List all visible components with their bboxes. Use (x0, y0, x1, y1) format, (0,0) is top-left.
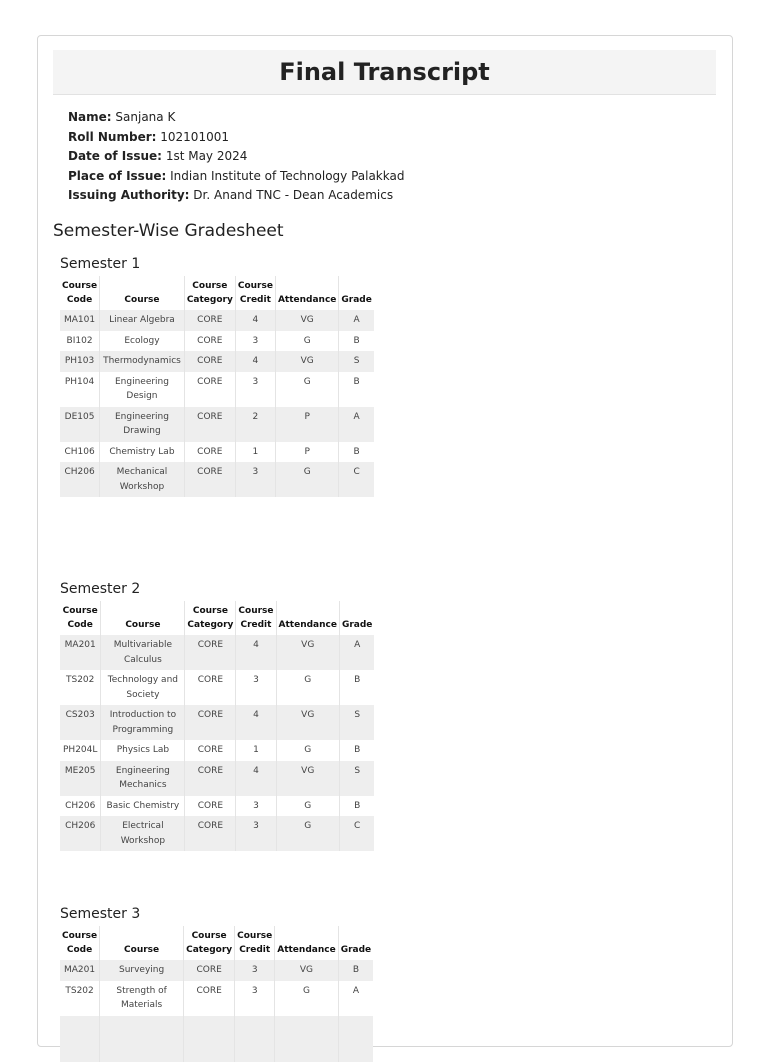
cell-course-credit: 3 (236, 670, 276, 705)
semester-title: Semester 1 (60, 256, 141, 272)
cell-course-code: TS202 (60, 981, 100, 1016)
semester-2-section (60, 579, 374, 851)
cell-course-code: CH206 (60, 462, 100, 497)
column-header-grade: Grade (339, 276, 374, 310)
cell-course: Mechanical Workshop (100, 462, 185, 497)
cell-course-category: CORE (184, 310, 235, 331)
table-row (60, 761, 374, 796)
cell-course-code: MA101 (60, 310, 100, 331)
cell-attendance: G (276, 670, 339, 705)
cell-grade: A (352, 985, 359, 996)
name-row (68, 108, 404, 128)
cell-course: Engineering Mechanics (101, 761, 185, 796)
cell-course (100, 1016, 184, 1062)
cell-course-category: CORE (185, 635, 236, 670)
cell-course-code: CH206 (60, 816, 101, 851)
column-header-course-category: Course Category (184, 926, 235, 960)
cell-course-credit: 4 (236, 635, 276, 670)
cell-grade: C (339, 462, 374, 497)
cell-attendance: P (275, 407, 338, 442)
cell-grade (338, 1016, 373, 1062)
issuing-authority-row (68, 186, 404, 206)
cell-course-category: CORE (185, 761, 236, 796)
cell-grade: B (338, 960, 373, 981)
cell-course: Engineering Design (100, 372, 185, 407)
cell-course-category: CORE (184, 351, 235, 372)
table-row (60, 796, 374, 817)
gradesheet-table (60, 276, 374, 497)
cell-course-category (184, 1016, 235, 1062)
column-header-course: Course (100, 276, 185, 310)
semester-1-section (60, 254, 374, 497)
table-row (60, 670, 374, 705)
cell-grade: S (339, 705, 374, 740)
cell-grade: B (354, 745, 361, 755)
cell-course-code: DE105 (60, 407, 100, 442)
cell-grade: B (353, 376, 360, 387)
cell-attendance: VG (276, 705, 339, 740)
column-header-course: Course (100, 926, 184, 960)
cell-grade: S (339, 761, 374, 796)
table-header-row (60, 276, 374, 310)
table-row (60, 635, 374, 670)
table-row (60, 740, 374, 761)
column-header-course-category: Course Category (184, 276, 235, 310)
cell-course-category: CORE (185, 816, 236, 851)
column-header-grade: Grade (338, 926, 373, 960)
cell-course: Surveying (100, 960, 184, 981)
cell-grade: B (354, 800, 361, 811)
column-header-attendance: Attendance (276, 601, 339, 635)
column-header-course-credit: Course Credit (235, 926, 275, 960)
cell-grade: B (354, 675, 361, 685)
cell-grade: C (339, 816, 374, 851)
cell-course-code: ME205 (60, 761, 101, 796)
column-header-course-code: Course Code (60, 601, 101, 635)
column-header-course: Course (101, 601, 185, 635)
semester-title: Semester 2 (60, 581, 141, 597)
table-row (60, 372, 374, 407)
cell-course-category: CORE (184, 372, 235, 407)
cell-course-code: MA201 (60, 635, 101, 670)
column-header-attendance: Attendance (275, 276, 338, 310)
cell-attendance: VG (275, 351, 338, 372)
table-row (60, 960, 373, 981)
cell-grade: A (339, 407, 374, 442)
cell-course-credit: 3 (235, 960, 275, 981)
roll-number-label: Roll Number: (68, 129, 157, 144)
cell-course-category: CORE (184, 960, 235, 981)
table-header-row (60, 926, 373, 960)
cell-grade: B (353, 446, 360, 457)
cell-attendance: G (276, 796, 339, 817)
place-of-issue-label: Place of Issue: (68, 168, 167, 183)
cell-course: Technology and Society (101, 670, 185, 705)
cell-course: Basic Chemistry (101, 796, 185, 817)
cell-course-credit: 4 (236, 705, 276, 740)
cell-course: Ecology (100, 331, 185, 352)
page-title: Final Transcript (279, 58, 490, 86)
cell-course-category: CORE (184, 442, 235, 463)
cell-course: Engineering Drawing (100, 407, 185, 442)
cell-course-category: CORE (185, 705, 236, 740)
cell-course: Electrical Workshop (101, 816, 185, 851)
cell-course-credit: 4 (235, 310, 275, 331)
cell-course-code: PH204L (60, 740, 101, 761)
place-of-issue-value: Indian Institute of Technology Palakkad (170, 168, 405, 183)
cell-course-credit: 2 (235, 407, 275, 442)
cell-course: Physics Lab (101, 740, 185, 761)
cell-course-category: CORE (185, 670, 236, 705)
cell-attendance (275, 1016, 338, 1062)
cell-course-code: MA201 (60, 960, 100, 981)
cell-attendance: G (275, 462, 338, 497)
date-of-issue-label: Date of Issue: (68, 149, 162, 163)
cell-attendance: G (275, 981, 338, 1016)
table-row (60, 1016, 373, 1062)
semester-3-section (60, 904, 373, 1062)
cell-grade: S (339, 351, 374, 372)
column-header-course-code: Course Code (60, 926, 100, 960)
name-label: Name: (68, 110, 112, 124)
table-row (60, 442, 374, 463)
cell-course-category: CORE (185, 740, 236, 761)
cell-course-code: PH103 (60, 351, 100, 372)
student-info (68, 108, 404, 206)
cell-course-credit: 3 (235, 462, 275, 497)
table-row (60, 816, 374, 851)
cell-course-credit: 3 (235, 331, 275, 352)
cell-attendance: VG (276, 761, 339, 796)
cell-course: Strength of Materials (100, 981, 184, 1016)
cell-attendance: G (276, 740, 339, 761)
table-row (60, 351, 374, 372)
cell-course-credit: 3 (235, 981, 275, 1016)
cell-course-credit: 1 (236, 740, 276, 761)
cell-course-category: CORE (184, 407, 235, 442)
transcript-card (37, 35, 733, 1047)
cell-course-credit: 3 (236, 796, 276, 817)
cell-course-code (60, 1016, 100, 1062)
cell-course-credit: 4 (235, 351, 275, 372)
column-header-course-code: Course Code (60, 276, 100, 310)
gradesheet-table (60, 926, 373, 1062)
cell-course: Introduction to Programming (101, 705, 185, 740)
cell-grade: B (353, 335, 360, 346)
cell-attendance: G (276, 816, 339, 851)
table-row (60, 331, 374, 352)
issuing-authority-value: Dr. Anand TNC - Dean Academics (193, 188, 394, 202)
title-bar (53, 50, 716, 95)
column-header-grade: Grade (339, 601, 374, 635)
cell-course-credit: 1 (235, 442, 275, 463)
column-header-attendance: Attendance (275, 926, 338, 960)
cell-course-category: CORE (184, 331, 235, 352)
column-header-course-credit: Course Credit (235, 276, 275, 310)
column-header-course-category: Course Category (185, 601, 236, 635)
cell-attendance: VG (275, 960, 338, 981)
cell-attendance: G (275, 331, 338, 352)
cell-attendance: VG (275, 310, 338, 331)
table-row (60, 705, 374, 740)
semester-title: Semester 3 (60, 906, 141, 922)
cell-course-category: CORE (184, 981, 235, 1016)
table-row (60, 407, 374, 442)
issuing-authority-label: Issuing Authority: (68, 188, 190, 202)
cell-course-code: CH206 (60, 796, 101, 817)
cell-attendance: G (275, 372, 338, 407)
cell-course: Chemistry Lab (100, 442, 185, 463)
cell-course-credit: 3 (236, 816, 276, 851)
place-of-issue-row (68, 167, 404, 187)
date-of-issue-row (68, 147, 404, 167)
table-header-row (60, 601, 374, 635)
cell-attendance: VG (276, 635, 339, 670)
roll-number-value: 102101001 (160, 129, 229, 144)
cell-attendance: P (275, 442, 338, 463)
cell-course-credit: 3 (235, 372, 275, 407)
cell-grade: A (339, 310, 374, 331)
table-row (60, 462, 374, 497)
table-row (60, 981, 373, 1016)
cell-course-code: CH106 (60, 442, 100, 463)
column-header-course-credit: Course Credit (236, 601, 276, 635)
cell-course: Thermodynamics (100, 351, 185, 372)
date-of-issue-value: 1st May 2024 (165, 149, 248, 163)
roll-number-row (68, 128, 404, 148)
cell-grade: A (339, 635, 374, 670)
section-heading: Semester-Wise Gradesheet (53, 221, 284, 241)
cell-course-code: PH104 (60, 372, 100, 407)
name-value: Sanjana K (115, 110, 176, 124)
cell-course-credit: 4 (236, 761, 276, 796)
cell-course-code: BI102 (60, 331, 100, 352)
table-row (60, 310, 374, 331)
cell-course-category: CORE (185, 796, 236, 817)
cell-course-code: TS202 (60, 670, 101, 705)
cell-course-category: CORE (184, 462, 235, 497)
cell-course: Multivariable Calculus (101, 635, 185, 670)
cell-course-code: CS203 (60, 705, 101, 740)
cell-course-credit (235, 1016, 275, 1062)
cell-course: Linear Algebra (100, 310, 185, 331)
gradesheet-table (60, 601, 374, 851)
